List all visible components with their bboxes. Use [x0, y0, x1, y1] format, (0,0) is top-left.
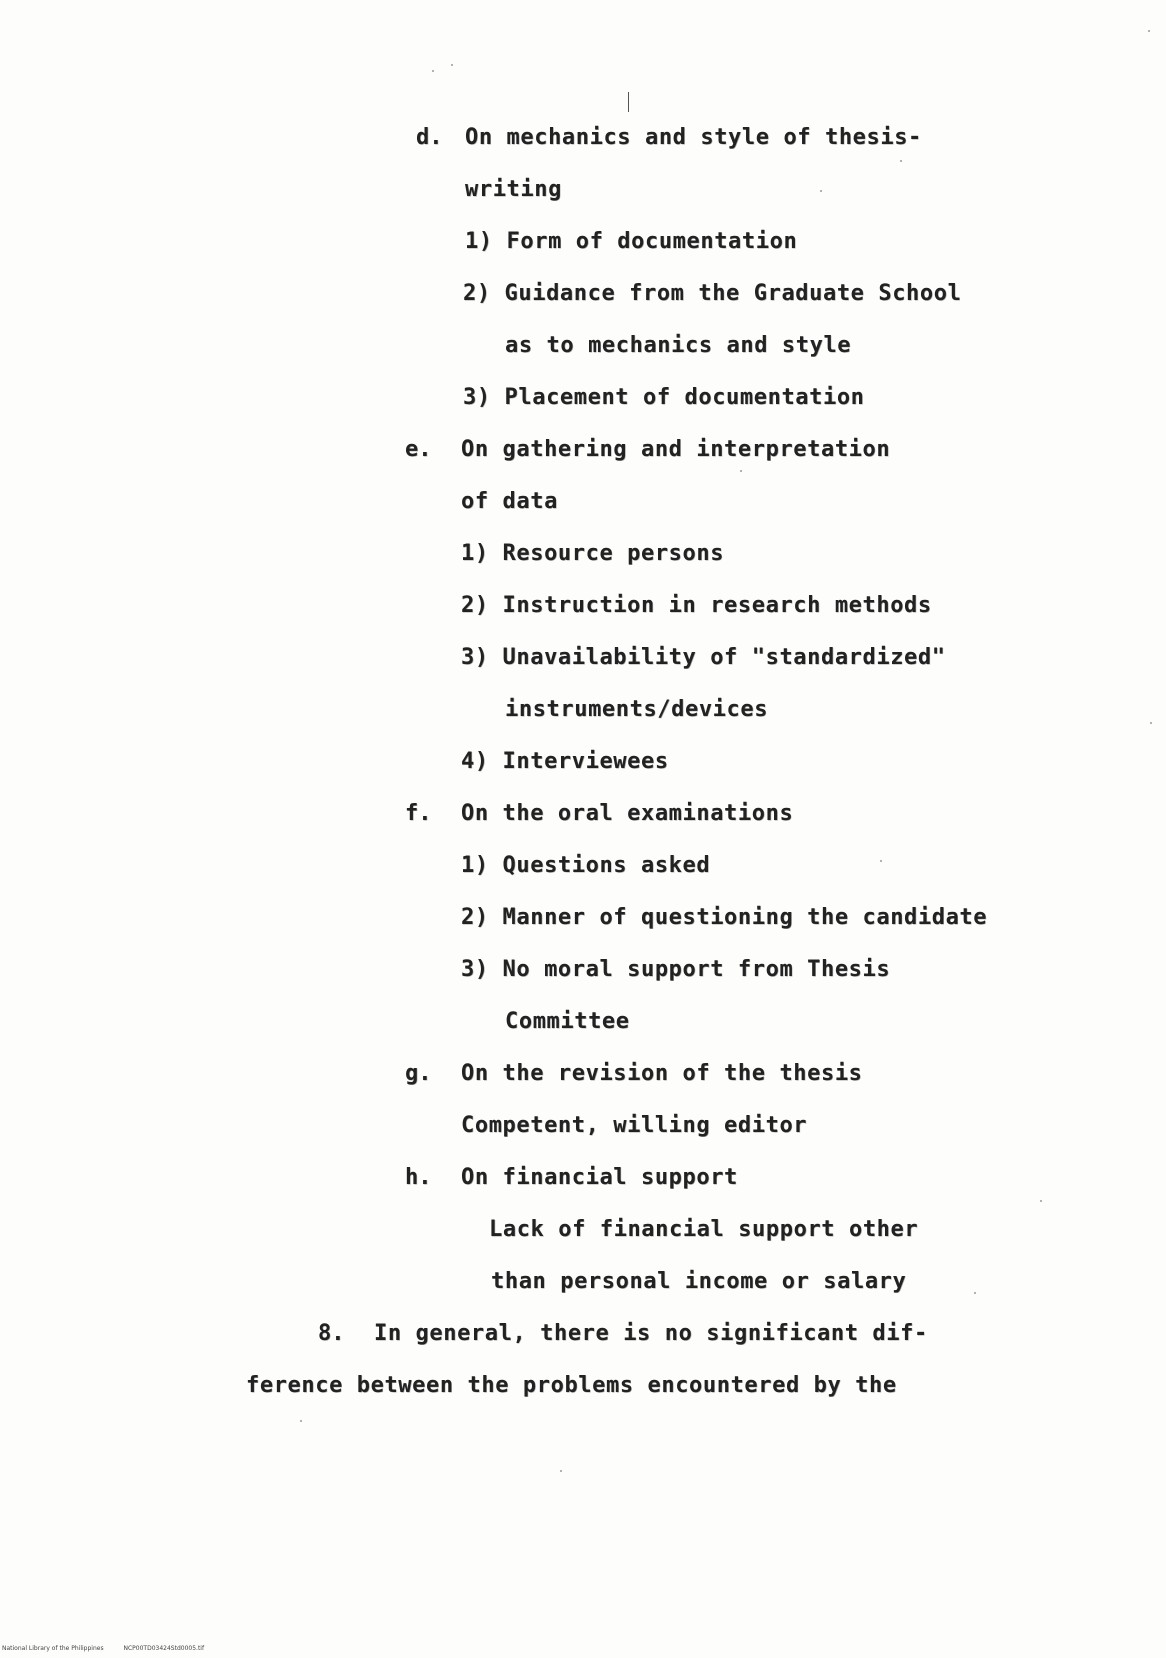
item-f-marker: f.: [405, 801, 432, 826]
scan-speck: [1150, 722, 1152, 724]
item-d-sub-2-line-2: as to mechanics and style: [505, 333, 852, 358]
item-e-heading-line-2: of data: [461, 489, 558, 514]
item-e-sub-4: 4) Interviewees: [461, 749, 669, 774]
scan-speck: [880, 860, 882, 862]
footer-file-id: NCP00TD03424Std0005.tif: [123, 1645, 205, 1652]
page-mark: [628, 92, 629, 112]
scan-speck: [974, 1292, 976, 1294]
item-f-sub-3-line-1: 3) No moral support from Thesis: [461, 957, 891, 982]
scan-speck: [300, 1420, 302, 1422]
item-e-sub-3-line-1: 3) Unavailability of "standardized": [461, 645, 946, 670]
item-g-detail: Competent, willing editor: [461, 1113, 808, 1138]
item-e-sub-1: 1) Resource persons: [461, 541, 725, 566]
item-h-heading: On financial support: [461, 1165, 738, 1190]
item-d-sub-3: 3) Placement of documentation: [463, 385, 865, 410]
item-e-marker: e.: [405, 437, 432, 462]
item-e-heading-line-1: On gathering and interpretation: [461, 437, 891, 462]
scan-speck: [740, 470, 742, 472]
item-f-sub-3-line-2: Committee: [505, 1009, 630, 1034]
item-g-marker: g.: [405, 1061, 432, 1086]
item-f-sub-2: 2) Manner of questioning the candidate: [461, 905, 988, 930]
item-f-sub-1: 1) Questions asked: [461, 853, 711, 878]
paragraph-8-number: 8.: [318, 1321, 345, 1346]
item-d-marker: d.: [416, 125, 443, 150]
item-h-detail-line-2: than personal income or salary: [491, 1269, 907, 1294]
scan-speck: [451, 64, 453, 66]
item-h-marker: h.: [405, 1165, 432, 1190]
scan-speck: [900, 160, 902, 162]
item-d-sub-1: 1) Form of documentation: [465, 229, 798, 254]
item-d-heading-line-2: writing: [465, 177, 562, 202]
item-d-sub-2-line-1: 2) Guidance from the Graduate School: [463, 281, 962, 306]
scan-footer: [2, 1645, 222, 1653]
scan-speck: [1040, 1200, 1042, 1202]
footer-library: National Library of the Philippines: [2, 1645, 104, 1652]
scan-speck: [560, 1470, 562, 1472]
item-e-sub-3-line-2: instruments/devices: [505, 697, 769, 722]
item-f-heading: On the oral examinations: [461, 801, 794, 826]
paragraph-8-line-2: ference between the problems encountered by the: [246, 1373, 897, 1398]
scan-speck: [820, 190, 822, 192]
item-g-heading: On the revision of the thesis: [461, 1061, 863, 1086]
scan-speck: [1148, 30, 1150, 32]
item-d-heading-line-1: On mechanics and style of thesis-: [465, 125, 922, 150]
paragraph-8-line-1: In general, there is no significant dif-: [374, 1321, 928, 1346]
item-h-detail-line-1: Lack of financial support other: [489, 1217, 919, 1242]
item-e-sub-2: 2) Instruction in research methods: [461, 593, 932, 618]
scan-speck: [432, 70, 434, 72]
